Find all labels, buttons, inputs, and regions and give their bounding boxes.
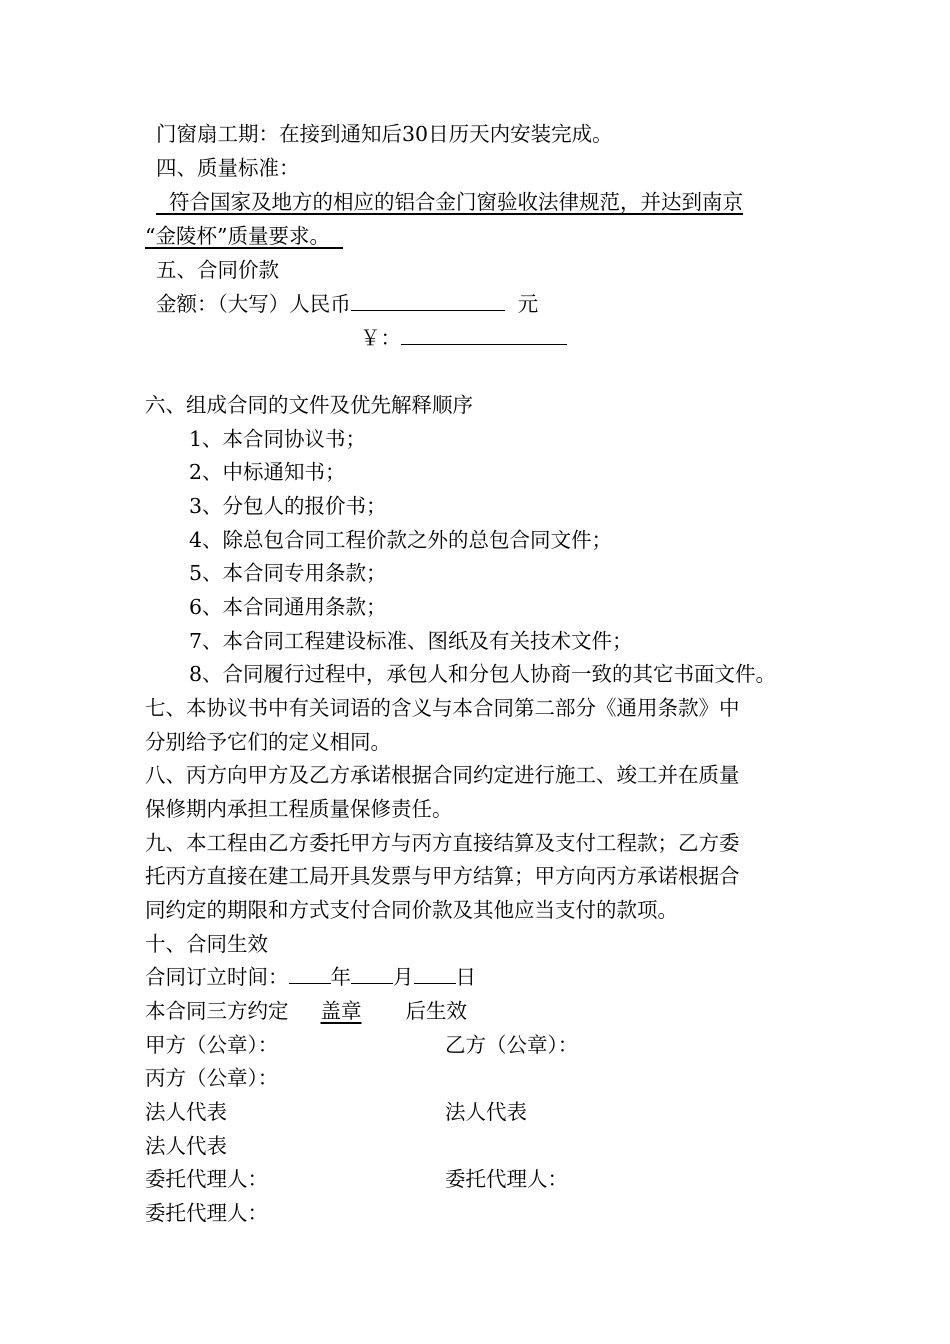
legal-rep-c: 法人代表 <box>145 1134 227 1158</box>
settlement-line-3: 同约定的期限和方式支付合同价款及其他应当支付的款项。 <box>145 898 678 922</box>
effect-prefix: 本合同三方约定 <box>145 999 289 1023</box>
effect-heading: 十、合同生效 <box>145 932 268 956</box>
party-a-seal: 甲方（公章）： <box>145 1033 279 1057</box>
legal-rep-a: 法人代表 <box>145 1100 227 1124</box>
amount-blank <box>351 288 505 311</box>
list-item: 5、本合同专用条款； <box>189 561 387 585</box>
agent-b: 委托代理人： <box>445 1167 568 1191</box>
list-item: 4、除总包合同工程价款之外的总包合同文件； <box>189 528 613 552</box>
list-item: 8、合同履行过程中，承包人和分包人协商一致的其它书面文件。 <box>189 662 777 686</box>
quality-standard-line-1: 符合国家及地方的相应的铝合金门窗验收法律规范，并达到南京 <box>156 190 744 214</box>
month-label: 月 <box>393 965 414 989</box>
amount-label: 金额：（大写）人民币 <box>156 292 351 316</box>
definitions-line-1: 七、本协议书中有关词语的含义与本合同第二部分《通用条款》中 <box>145 696 740 720</box>
signing-date-label: 合同订立时间： <box>145 965 289 989</box>
day-label: 日 <box>455 965 476 989</box>
settlement-line-1: 九、本工程由乙方委托甲方与丙方直接结算及支付工程款；乙方委 <box>145 831 740 855</box>
yen-row <box>360 322 567 356</box>
definitions-line-2: 分别给予它们的定义相同。 <box>145 730 391 754</box>
list-item: 2、中标通知书； <box>189 460 346 484</box>
year-label: 年 <box>330 965 351 989</box>
warranty-line-2: 保修期内承担工程质量保修责任。 <box>145 797 453 821</box>
agent-c: 委托代理人： <box>145 1201 268 1225</box>
effect-suffix: 后生效 <box>405 999 467 1023</box>
warranty-line-1: 八、丙方向甲方及乙方承诺根据合同约定进行施工、竣工并在质量 <box>145 763 740 787</box>
party-c-seal: 丙方（公章）： <box>145 1066 279 1090</box>
list-item: 1、本合同协议书； <box>189 427 367 451</box>
party-b-seal: 乙方（公章）： <box>445 1033 579 1057</box>
documents-heading: 六、组成合同的文件及优先解释顺序 <box>145 393 473 417</box>
settlement-line-2: 托丙方直接在建工局开具发票与甲方结算；甲方向丙方承诺根据合 <box>145 864 740 888</box>
quality-heading: 四、质量标准： <box>156 156 300 180</box>
agent-a: 委托代理人： <box>145 1167 268 1191</box>
day-blank <box>414 961 456 984</box>
effect-value: 盖章 <box>320 999 362 1023</box>
amount-row <box>156 288 538 322</box>
yen-blank <box>401 322 567 345</box>
list-item: 7、本合同工程建设标准、图纸及有关技术文件； <box>189 629 633 653</box>
legal-rep-b: 法人代表 <box>445 1100 527 1124</box>
list-item: 6、本合同通用条款； <box>189 595 387 619</box>
signing-date-row <box>145 961 476 995</box>
list-item: 3、分包人的报价书； <box>189 494 387 518</box>
price-heading: 五、合同价款 <box>156 258 279 282</box>
quality-standard-line-2: “金陵杯”质量要求。 <box>145 224 343 248</box>
year-blank <box>289 961 331 984</box>
door-period-text: 门窗扇工期：在接到通知后30日历天内安装完成。 <box>156 122 613 146</box>
effect-condition-row <box>145 995 467 1029</box>
yen-label: ￥： <box>360 326 401 350</box>
amount-unit: 元 <box>517 292 539 316</box>
month-blank <box>351 961 393 984</box>
